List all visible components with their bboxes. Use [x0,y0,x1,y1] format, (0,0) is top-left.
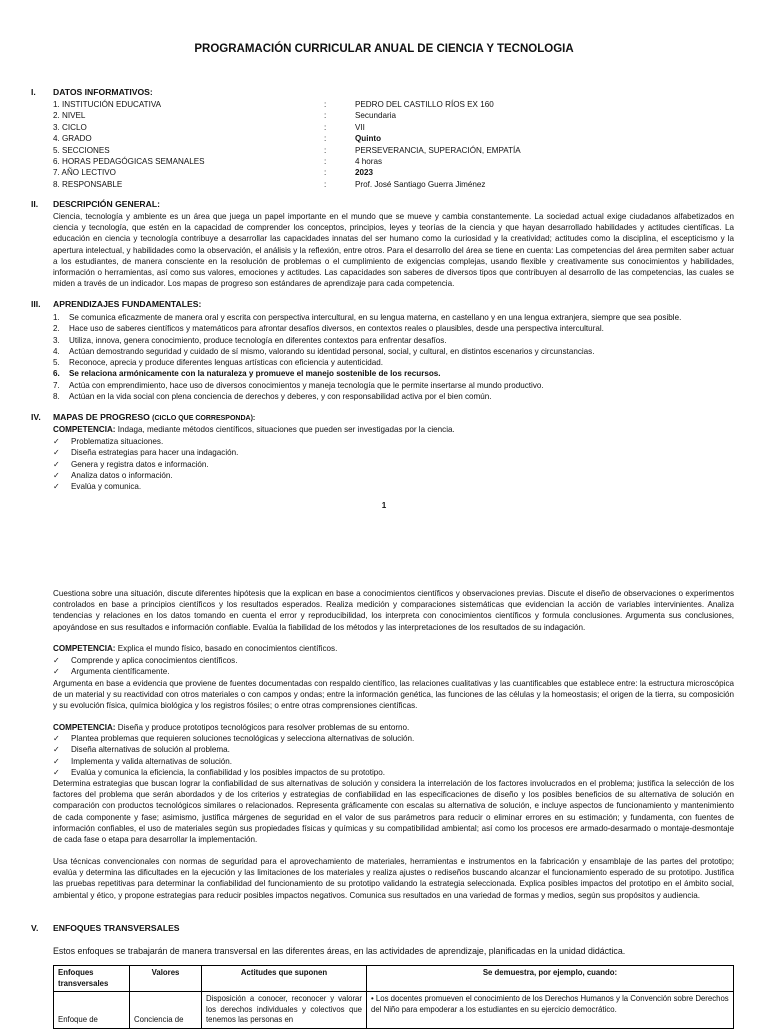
list-item-text: Actúan demostrando seguridad y cuidado de sí mismo, valorando su identidad personal, social, y cultural, en distintos escenarios y circunstancias. [69,346,595,356]
competencia-3-label: COMPETENCIA: [53,723,116,732]
section-1-heading [31,87,153,98]
list-item-text: Genera y registra datos e información. [71,459,209,469]
datos-row [53,179,733,191]
list-item-text: Implementa y valida alternativas de solución. [71,756,233,766]
list-item [53,447,238,458]
competencia-2-description: Argumenta en base a evidencia que proviene de fuentes documentadas con respaldo científico, las relaciones cualitativas y las cuantificables que establece entre: la estructura microscópica de un material y su reactividad con otros materiales o con campos y ondas; entre la información genética, las funciones de las células y la homeostasis; el origen de la tierra, su composición y su evolución física, química biológica y los registros fósiles; o entre otras comprensiones científicas. [53,679,734,711]
section-3-heading [31,299,202,310]
document-title: PROGRAMACIÓN CURRICULAR ANUAL DE CIENCIA Y TECNOLOGIA [194,43,574,55]
list-item-number: 8. [53,392,60,402]
section-1-title: DATOS INFORMATIVOS: [53,87,153,97]
competencia-1-capacidades [53,436,238,492]
list-item-text: Utiliza, innova, genera conocimiento, produce tecnología en diferentes contextos para enfrentar desafíos. [69,335,447,345]
datos-row [53,99,733,111]
datos-label: 8. RESPONSABLE [53,179,123,189]
datos-separator: : [324,168,327,178]
datos-value: VII [355,122,365,132]
table-cell: • Los docentes promueven el conocimiento de los Derechos Humanos y la Convención sobre Derechos del Niño para empoderar a los estudiantes en su ejercicio democrático. [367,992,734,1029]
competencia-3-text: Diseña y produce prototipos tecnológicos para resolver problemas de su entorno. [117,723,410,732]
list-item-text: Actúan en la vida social con plena conciencia de derechos y deberes, y con responsabilidad activa por el bien común. [69,392,492,402]
list-item-text: Se comunica eficazmente de manera oral y escrita con perspectiva intercultural, en su lengua materna, en castellano y en una lengua extranjera, siempre que sea posible. [69,313,682,322]
section-1-number: I. [31,87,36,97]
competencia-3-capacidades [53,733,414,778]
section-4-subtitle: (CICLO QUE CORRESPONDA): [152,415,256,422]
datos-label: 1. INSTITUCIÓN EDUCATIVA [53,100,162,109]
list-item [53,346,734,357]
list-item-number: 7. [53,380,60,390]
list-item [53,312,734,323]
section-2-heading [31,199,160,210]
aprendizajes-list [53,312,734,402]
table-cell: Conciencia de [130,992,202,1029]
section-4-number: IV. [31,412,41,422]
checkmark-icon: ✓ [53,745,60,755]
list-item-text: Plantea problemas que requieren soluciones tecnológicas y selecciona alternativas de solución. [71,734,415,743]
list-item-number: 1. [53,313,60,322]
datos-value: Secundaria [355,111,396,121]
datos-separator: : [324,134,327,144]
list-item-text: Argumenta científicamente. [71,667,170,677]
list-item-text: Actúa con emprendimiento, hace uso de diversos conocimientos y maneja tecnología que le permite insertarse al mundo productivo. [69,380,544,390]
checkmark-icon: ✓ [53,459,60,469]
datos-value: 2023 [355,168,374,178]
section-2-number: II. [31,199,39,209]
list-item-text: Evalúa y comunica la eficiencia, la confiabilidad y los posibles impactos de su prototipo. [71,767,386,777]
competencia-2 [53,643,337,654]
checkmark-icon: ✓ [53,448,60,458]
datos-row [53,167,733,179]
competencia-1 [53,424,455,435]
datos-row [53,122,733,134]
competencia-2-text: Explica el mundo físico, basado en conocimientos científicos. [117,644,338,653]
list-item-text: Evalúa y comunica. [71,482,142,492]
list-item-text: Problematiza situaciones. [71,437,164,446]
datos-value: PEDRO DEL CASTILLO RÍOS EX 160 [355,100,494,109]
datos-label: 3. CICLO [53,122,87,132]
table-header-row [54,966,734,992]
section-2-title: DESCRIPCIÓN GENERAL: [53,199,160,209]
checkmark-icon: ✓ [53,437,60,446]
datos-row [53,156,733,168]
table-row [54,992,734,1029]
table-cell: Enfoque de [54,992,130,1029]
list-item [53,380,734,391]
section-4-heading [31,412,256,424]
list-item-text: Comprende y aplica conocimientos científicos. [71,656,238,665]
page-number: 1 [381,501,387,510]
competencia-3-description: Determina estrategias que buscan lograr la confiabilidad de sus alternativas de solución y considera la interrelación de los factores involucrados en el problema; justifica la selección de los factores del problema que serán abordados y de los criterios y estrategias de confiabilidad en las especificaciones de diseño y los posibles beneficios de su alternativa de solución en comparación con productos tecnológicos similares o relacionados. Representa gráficamente con escalas su alternativa de solución, e incluye aspectos de funcionamiento y mantenimiento de cada componente y fase; asimismo, justifica márgenes de seguridad en el valor de sus parámetros para reducir o eliminar errores en su estimación; y fundamenta, con fuentes de información confiables, el uso de materiales según sus propiedades físicas y químicas y su compatibilidad ambiental; así como los procesos ere armado-desarmado o montaje-desmontaje de cada fase o etapa para desarrollar la implementación. [53,779,734,845]
datos-label: 2. NIVEL [53,111,86,121]
checkmark-icon: ✓ [53,482,60,492]
enfoques-table [53,965,734,1029]
competencia-1-description: Cuestiona sobre una situación, discute diferentes hipótesis que la explican en base a conocimientos científicos y observaciones previas. Discute el diseño de observaciones o experimentos controlados en base a principios científicos y los resultados esperados. Realiza medición y comparaciones sistemáticas que evidencian la acción de variables intervinientes. Analiza tendencias y relaciones en los datos tomando en cuenta el error y reproducibilidad, los interpreta con conocimientos científicos y formula conclusiones. Argumenta sus conclusiones, apoyándose en sus resultados e información confiable. Evalúa la fiabilidad de los métodos y las interpretaciones de los resultados de su indagación. [53,589,734,632]
list-item [53,744,414,755]
list-item [53,368,734,379]
list-item [53,335,734,346]
checkmark-icon: ✓ [53,656,60,665]
checkmark-icon: ✓ [53,470,60,480]
table-header: Valores [130,966,202,992]
enfoques-intro: Estos enfoques se trabajarán de manera transversal en las diferentes áreas, en las actividades de aprendizaje, planificadas en la unidad didáctica. [53,946,626,956]
competencia-1-text: Indaga, mediante métodos científicos, situaciones que pueden ser investigadas por la ciencia. [117,425,455,434]
table-header: Actitudes que suponen [202,966,367,992]
datos-separator: : [324,111,327,121]
list-item-text: Diseña alternativas de solución al problema. [71,745,230,755]
checkmark-icon: ✓ [53,734,60,743]
descripcion-general-text: Ciencia, tecnología y ambiente es un área que juega un papel importante en el mundo que se mueve y cambia constantemente. La sociedad actual exige ciudadanos alfabetizados en ciencia y tecnología, que estén en la capacidad de comprender los conceptos, principios, leyes y teorías de la ciencia y que hayan desarrollado habilidades y actitudes científicas. La educación en ciencia y tecnología contribuye a desarrollar las capacidades innatas del ser humano como la curiosidad y la creatividad; actitudes como la disciplina, el escepticismo y la apertura intelectual, y habilidades como la observación, el análisis y la reflexión, entre otros. Para el desarrollo del área se tiene en cuenta: Las competencias del área permiten saber actuar a los estudiantes, de manera consciente en la resolución de problemas o el cumplimiento de exigencias complejas, usando flexible y creativamente sus conocimientos y habilidades, información o herramientas, así como sus valores, emociones y actitudes. Las capacidades son saberes de diversos tipos que contribuyen al desarrollo de las competencias, las cuales se miden a través de un indicador. Los mapas de progreso son estándares de aprendizaje para cada competencia. [53,212,734,289]
list-item [53,459,238,470]
section-4-title: MAPAS DE PROGRESO [53,412,150,422]
list-item [53,481,238,492]
datos-value: 4 horas [355,157,382,166]
section-3-number: III. [31,299,41,309]
list-item-text: Diseña estrategias para hacer una indagación. [71,448,239,458]
datos-label: 5. SECCIONES [53,145,110,155]
datos-value: Prof. José Santiago Guerra Jiménez [355,179,486,189]
datos-value: PERSEVERANCIA, SUPERACIÓN, EMPATÍA [355,145,521,155]
list-item-text: Analiza datos o información. [71,470,173,480]
datos-separator: : [324,179,327,189]
list-item-number: 3. [53,335,60,345]
list-item [53,470,238,481]
list-item [53,767,414,778]
competencia-3 [53,722,409,733]
list-item [53,655,237,666]
list-item-text: Se relaciona armónicamente con la naturaleza y promueve el manejo sostenible de los recursos. [69,369,441,379]
datos-separator: : [324,122,327,132]
datos-label: 6. HORAS PEDAGÓGICAS SEMANALES [53,157,205,166]
competencia-1-label: COMPETENCIA: [53,425,116,434]
table-cell: Disposición a conocer, reconocer y valorar los derechos individuales y colectivos que tenemos las personas en [202,992,367,1029]
checkmark-icon: ✓ [53,756,60,766]
list-item-text: Reconoce, aprecia y produce diferentes lenguas artísticas con eficiencia y autenticidad. [69,358,384,368]
table-header: Enfoques transversales [54,966,130,992]
list-item-text: Hace uso de saberes científicos y matemáticos para afrontar desafíos diversos, en contextos reales o plausibles, desde una perspectiva intercultural. [69,324,604,334]
list-item-number: 5. [53,358,60,368]
checkmark-icon: ✓ [53,667,60,677]
competencia-2-label: COMPETENCIA: [53,644,116,653]
list-item-number: 4. [53,346,60,356]
section-5-number: V. [31,923,39,933]
list-item [53,756,414,767]
datos-separator: : [324,145,327,155]
list-item [53,436,238,447]
table-header: Se demuestra, por ejemplo, cuando: [367,966,734,992]
datos-row [53,110,733,122]
list-item [53,357,734,368]
list-item [53,666,237,677]
list-item-number: 2. [53,324,60,334]
datos-row [53,133,733,145]
datos-label: 4. GRADO [53,134,92,144]
section-5-title: ENFOQUES TRANSVERSALES [53,923,180,933]
datos-separator: : [324,100,327,109]
section-5-heading [31,923,180,934]
competencia-2-capacidades [53,655,237,678]
list-item [53,323,734,334]
list-item [53,391,734,402]
datos-value: Quinto [355,134,382,144]
list-item [53,733,414,744]
datos-separator: : [324,157,327,166]
datos-label: 7. AÑO LECTIVO [53,168,116,178]
list-item-number: 6. [53,369,60,379]
section-3-title: APRENDIZAJES FUNDAMENTALES: [53,299,202,309]
checkmark-icon: ✓ [53,767,60,777]
datos-row [53,145,733,157]
competencia-3-description-2: Usa técnicas convencionales con normas de seguridad para el aprovechamiento de materiales, herramientas e instrumentos en la fabricación y ensamblaje de las partes del prototipo; evalúa y determina las dificultades en la ejecución y las limitaciones de los materiales y realiza ajustes o rediseños buscando alcanzar el funcionamiento esperado de su prototipo. Justifica las pruebas repetitivas para determinar la confiabilidad del funcionamiento de su prototipo validando la estrategia seleccionada. Explica posibles impactos del prototipo en el ámbito social, ambiental y ético, y propone estrategias para reducir posibles impactos negativos. Comunica sus resultados en una variedad de formas y medios, según sus propósitos y audiencia. [53,857,734,900]
